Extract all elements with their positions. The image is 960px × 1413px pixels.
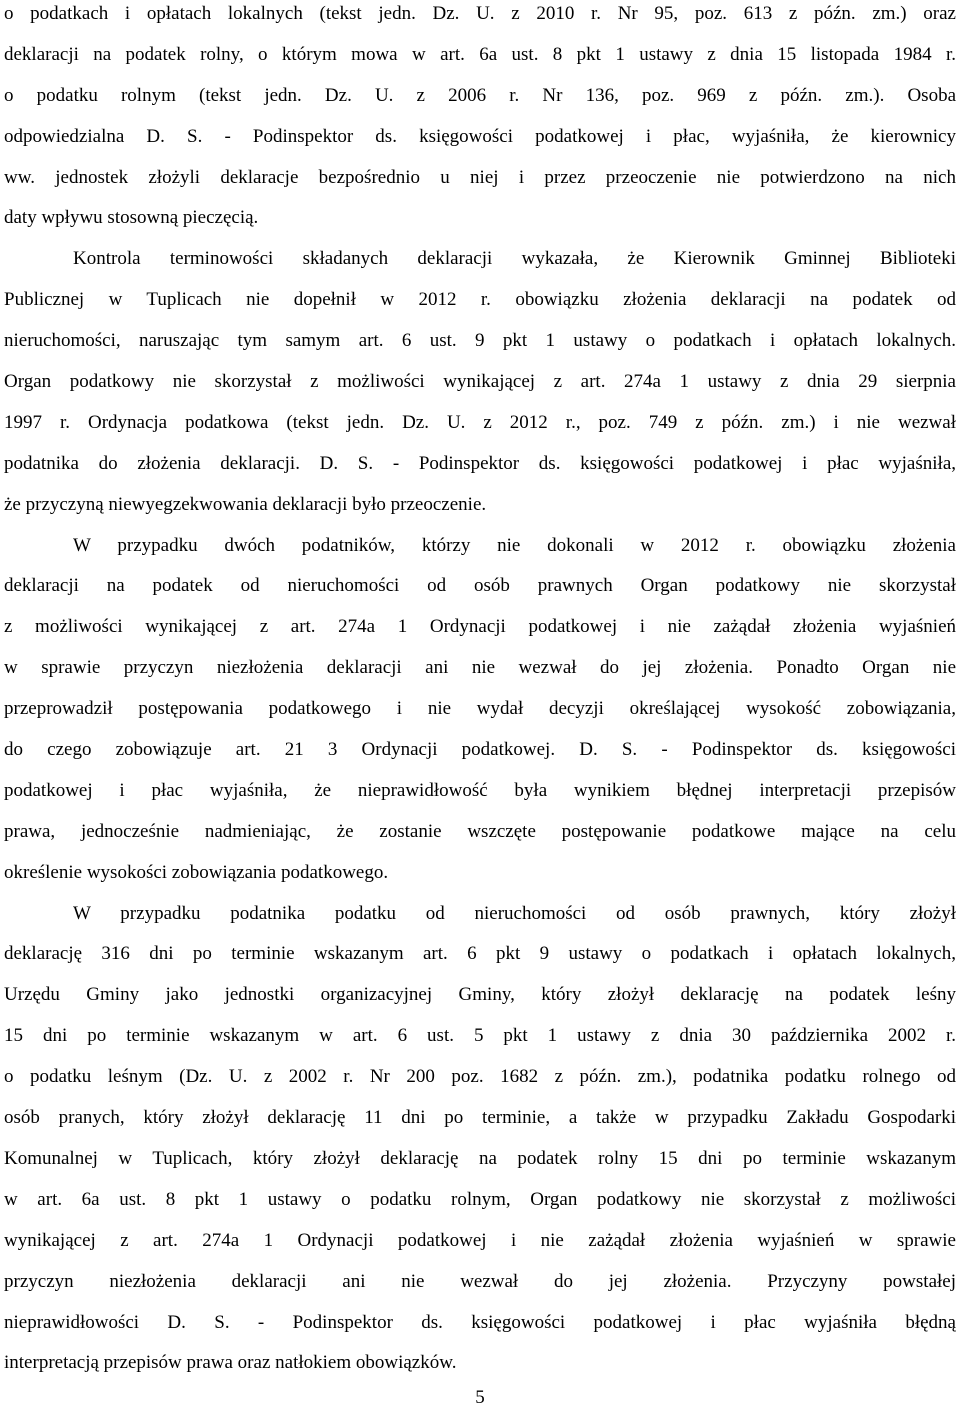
text-line: interpretacją przepisów prawa oraz natłokiem obowiązków. — [4, 1352, 457, 1374]
text-line: Publicznej w Tuplicach nie dopełnił w 2012 r. obowiązku złożenia deklaracji na podatek od — [4, 289, 956, 311]
text-line: w art. 6a ust. 8 pkt 1 ustawy o podatku rolnym, Organ podatkowy nie skorzystał z możliwości — [4, 1188, 956, 1210]
text-line: w sprawie przyczyn niezłożenia deklaracji ani nie wezwał do jej złożenia. Ponadto Organ nie — [4, 657, 956, 679]
text-line: daty wpływu stosowną pieczęcią. — [4, 207, 259, 229]
text-line: z możliwości wynikającej z art. 274a 1 Ordynacji podatkowej i nie zażądał złożenia wyjaśnień — [4, 616, 956, 638]
text-line: przyczyn niezłożenia deklaracji ani nie wezwał do jej złożenia. Przyczyny powstałej — [4, 1270, 956, 1292]
paragraph-first-line: W przypadku podatnika podatku od nieruchomości od osób prawnych, który złożył — [73, 902, 956, 924]
text-line: odpowiedzialna D. S. - Podinspektor ds. księgowości podatkowej i płac, wyjaśniła, że kierownicy — [4, 125, 956, 147]
text-line: podatkowej i płac wyjaśniła, że nieprawidłowość była wynikiem błędnej interpretacji przepisów — [4, 779, 956, 801]
text-line: osób pranych, który złożył deklarację 11 dni po terminie, a także w przypadku Zakładu Gospodarki — [4, 1107, 956, 1129]
text-line: deklaracji na podatek od nieruchomości od osób prawnych Organ podatkowy nie skorzystał — [4, 575, 956, 597]
text-line: nieruchomości, naruszając tym samym art. 6 ust. 9 pkt 1 ustawy o podatkach i opłatach lokalnych. — [4, 330, 956, 352]
text-line: ww. jednostek złożyli deklaracje bezpośrednio u niej i przez przeoczenie nie potwierdzono na nich — [4, 166, 956, 188]
text-line: Komunalnej w Tuplicach, który złożył deklarację na podatek rolny 15 dni po terminie wskazanym — [4, 1147, 956, 1169]
text-line: o podatku leśnym (Dz. U. z 2002 r. Nr 200 poz. 1682 z późn. zm.), podatnika podatku rolnego od — [4, 1066, 956, 1088]
document-body — [4, 0, 956, 1390]
paragraph-first-line: Kontrola terminowości składanych deklaracji wykazała, że Kierownik Gminnej Biblioteki — [73, 248, 956, 270]
text-line: że przyczyną niewyegzekwowania deklaracji było przeoczenie. — [4, 493, 487, 515]
text-line: deklaracji na podatek rolny, o którym mowa w art. 6a ust. 8 pkt 1 ustawy z dnia 15 listopada 1984 r. — [4, 43, 956, 65]
text-line: 15 dni po terminie wskazanym w art. 6 ust. 5 pkt 1 ustawy z dnia 30 października 2002 r. — [4, 1025, 956, 1047]
text-line: podatnika do złożenia deklaracji. D. S. - Podinspektor ds. księgowości podatkowej i płac wyjaśniła, — [4, 452, 956, 474]
text-line: wynikającej z art. 274a 1 Ordynacji podatkowej i nie zażądał złożenia wyjaśnień w sprawie — [4, 1229, 956, 1251]
text-line: do czego zobowiązuje art. 21 3 Ordynacji podatkowej. D. S. - Podinspektor ds. księgowości — [4, 739, 956, 761]
text-line: prawa, jednocześnie nadmieniając, że zostanie wszczęte postępowanie podatkowe mające na celu — [4, 820, 956, 842]
paragraph-first-line: W przypadku dwóch podatników, którzy nie dokonali w 2012 r. obowiązku złożenia — [73, 534, 956, 556]
page-number: 5 — [475, 1387, 485, 1408]
text-line: przeprowadził postępowania podatkowego i nie wydał decyzji określającej wysokość zobowiązania, — [4, 698, 956, 720]
text-line: Urzędu Gminy jako jednostki organizacyjnej Gminy, który złożył deklarację na podatek leśny — [4, 984, 956, 1006]
text-line: Organ podatkowy nie skorzystał z możliwości wynikającej z art. 274a 1 ustawy z dnia 29 sierpnia — [4, 371, 956, 393]
text-line: deklarację 316 dni po terminie wskazanym art. 6 pkt 9 ustawy o podatkach i opłatach lokalnych, — [4, 943, 956, 965]
text-line: o podatkach i opłatach lokalnych (tekst jedn. Dz. U. z 2010 r. Nr 95, poz. 613 z późn. zm.) oraz — [4, 3, 956, 24]
text-line: określenie wysokości zobowiązania podatkowego. — [4, 861, 389, 883]
text-line: o podatku rolnym (tekst jedn. Dz. U. z 2006 r. Nr 136, poz. 969 z późn. zm.). Osoba — [4, 84, 956, 106]
text-line: 1997 r. Ordynacja podatkowa (tekst jedn. Dz. U. z 2012 r., poz. 749 z późn. zm.) i nie wezwał — [4, 411, 956, 433]
text-line: nieprawidłowości D. S. - Podinspektor ds. księgowości podatkowej i płac wyjaśniła błędną — [4, 1311, 956, 1333]
